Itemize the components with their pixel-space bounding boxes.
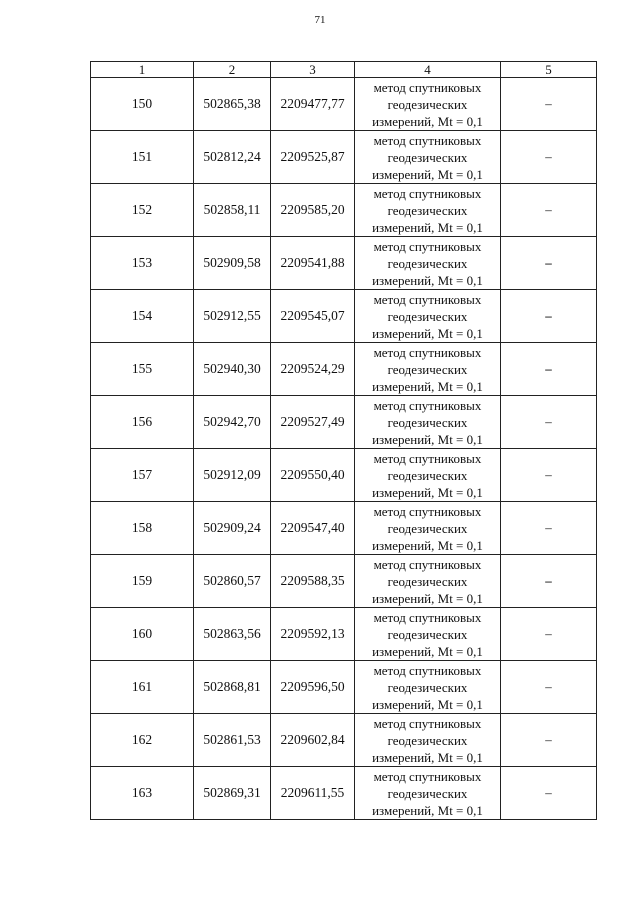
method-line: измерений, Mt = 0,1 (372, 643, 483, 659)
x-coordinate-cell: 502863,56 (194, 608, 271, 661)
table-row (91, 608, 597, 661)
y-coordinate-cell: 2209592,13 (271, 608, 355, 661)
y-coordinate-cell: 2209545,07 (271, 290, 355, 343)
method-line: метод спутниковых (373, 238, 482, 254)
x-coordinate-cell: 502909,24 (194, 502, 271, 555)
table-row (91, 502, 597, 555)
method-cell (355, 608, 501, 661)
method-line: измерений, Mt = 0,1 (372, 272, 483, 288)
point-number-cell: 150 (91, 78, 194, 131)
table-row (91, 449, 597, 502)
note-cell: – (501, 237, 597, 290)
method-line: измерений, Mt = 0,1 (372, 113, 483, 129)
x-coordinate-cell: 502860,57 (194, 555, 271, 608)
method-line: геодезических (387, 520, 468, 536)
method-line: метод спутниковых (373, 768, 482, 784)
table-row (91, 184, 597, 237)
method-line: метод спутниковых (373, 397, 482, 413)
method-cell (355, 290, 501, 343)
x-coordinate-cell: 502812,24 (194, 131, 271, 184)
table-row (91, 78, 597, 131)
method-line: измерений, Mt = 0,1 (372, 431, 483, 447)
column-header-1: 1 (91, 62, 194, 78)
table-row (91, 396, 597, 449)
y-coordinate-cell: 2209527,49 (271, 396, 355, 449)
x-coordinate-cell: 502865,38 (194, 78, 271, 131)
note-cell: – (501, 449, 597, 502)
note-cell: – (501, 502, 597, 555)
method-line: измерений, Mt = 0,1 (372, 166, 483, 182)
point-number-cell: 162 (91, 714, 194, 767)
method-line: измерений, Mt = 0,1 (372, 219, 483, 235)
table-row (91, 131, 597, 184)
point-number-cell: 153 (91, 237, 194, 290)
method-line: метод спутниковых (373, 79, 482, 95)
y-coordinate-cell: 2209541,88 (271, 237, 355, 290)
table-header-row (91, 62, 597, 78)
method-line: геодезических (387, 149, 468, 165)
method-line: измерений, Mt = 0,1 (372, 378, 483, 394)
method-line: геодезических (387, 414, 468, 430)
y-coordinate-cell: 2209611,55 (271, 767, 355, 820)
method-cell (355, 131, 501, 184)
note-cell: – (501, 290, 597, 343)
method-line: измерений, Mt = 0,1 (372, 325, 483, 341)
column-header-3: 3 (271, 62, 355, 78)
method-cell (355, 237, 501, 290)
method-line: метод спутниковых (373, 609, 482, 625)
table-row (91, 555, 597, 608)
x-coordinate-cell: 502912,09 (194, 449, 271, 502)
method-line: метод спутниковых (373, 185, 482, 201)
x-coordinate-cell: 502942,70 (194, 396, 271, 449)
method-cell (355, 78, 501, 131)
method-line: метод спутниковых (373, 556, 482, 572)
x-coordinate-cell: 502869,31 (194, 767, 271, 820)
point-number-cell: 159 (91, 555, 194, 608)
note-cell: – (501, 343, 597, 396)
note-cell: – (501, 714, 597, 767)
method-line: метод спутниковых (373, 132, 482, 148)
method-line: геодезических (387, 202, 468, 218)
point-number-cell: 155 (91, 343, 194, 396)
y-coordinate-cell: 2209602,84 (271, 714, 355, 767)
method-line: метод спутниковых (373, 503, 482, 519)
method-line: геодезических (387, 255, 468, 271)
method-line: метод спутниковых (373, 715, 482, 731)
method-cell (355, 555, 501, 608)
note-cell: – (501, 661, 597, 714)
point-number-cell: 152 (91, 184, 194, 237)
method-line: измерений, Mt = 0,1 (372, 749, 483, 765)
note-cell: – (501, 184, 597, 237)
table-row (91, 237, 597, 290)
y-coordinate-cell: 2209525,87 (271, 131, 355, 184)
method-line: измерений, Mt = 0,1 (372, 537, 483, 553)
method-line: геодезических (387, 361, 468, 377)
method-cell (355, 661, 501, 714)
method-line: измерений, Mt = 0,1 (372, 696, 483, 712)
method-line: геодезических (387, 626, 468, 642)
method-line: метод спутниковых (373, 344, 482, 360)
point-number-cell: 160 (91, 608, 194, 661)
method-line: геодезических (387, 785, 468, 801)
table-row (91, 714, 597, 767)
x-coordinate-cell: 502868,81 (194, 661, 271, 714)
method-line: измерений, Mt = 0,1 (372, 590, 483, 606)
method-line: метод спутниковых (373, 450, 482, 466)
point-number-cell: 161 (91, 661, 194, 714)
y-coordinate-cell: 2209477,77 (271, 78, 355, 131)
x-coordinate-cell: 502861,53 (194, 714, 271, 767)
method-line: измерений, Mt = 0,1 (372, 484, 483, 500)
point-number-cell: 158 (91, 502, 194, 555)
method-line: измерений, Mt = 0,1 (372, 802, 483, 818)
method-cell (355, 502, 501, 555)
point-number-cell: 154 (91, 290, 194, 343)
table-row (91, 661, 597, 714)
note-cell: – (501, 767, 597, 820)
method-line: геодезических (387, 573, 468, 589)
method-cell (355, 184, 501, 237)
x-coordinate-cell: 502858,11 (194, 184, 271, 237)
column-header-4: 4 (355, 62, 501, 78)
point-number-cell: 163 (91, 767, 194, 820)
table-row (91, 767, 597, 820)
method-cell (355, 449, 501, 502)
method-line: метод спутниковых (373, 291, 482, 307)
note-cell: – (501, 608, 597, 661)
point-number-cell: 157 (91, 449, 194, 502)
method-cell (355, 396, 501, 449)
method-cell (355, 767, 501, 820)
note-cell: – (501, 78, 597, 131)
y-coordinate-cell: 2209596,50 (271, 661, 355, 714)
x-coordinate-cell: 502909,58 (194, 237, 271, 290)
table-row (91, 343, 597, 396)
column-header-2: 2 (194, 62, 271, 78)
table-body (91, 78, 597, 820)
y-coordinate-cell: 2209585,20 (271, 184, 355, 237)
y-coordinate-cell: 2209524,29 (271, 343, 355, 396)
note-cell: – (501, 131, 597, 184)
method-line: геодезических (387, 679, 468, 695)
coordinates-table (90, 61, 597, 820)
method-cell (355, 714, 501, 767)
method-cell (355, 343, 501, 396)
y-coordinate-cell: 2209588,35 (271, 555, 355, 608)
method-line: метод спутниковых (373, 662, 482, 678)
method-line: геодезических (387, 732, 468, 748)
method-line: геодезических (387, 467, 468, 483)
y-coordinate-cell: 2209547,40 (271, 502, 355, 555)
page-number: 71 (314, 14, 326, 26)
note-cell: – (501, 396, 597, 449)
note-cell: – (501, 555, 597, 608)
point-number-cell: 151 (91, 131, 194, 184)
column-header-5: 5 (501, 62, 597, 78)
y-coordinate-cell: 2209550,40 (271, 449, 355, 502)
table-row (91, 290, 597, 343)
point-number-cell: 156 (91, 396, 194, 449)
x-coordinate-cell: 502912,55 (194, 290, 271, 343)
method-line: геодезических (387, 96, 468, 112)
method-line: геодезических (387, 308, 468, 324)
x-coordinate-cell: 502940,30 (194, 343, 271, 396)
